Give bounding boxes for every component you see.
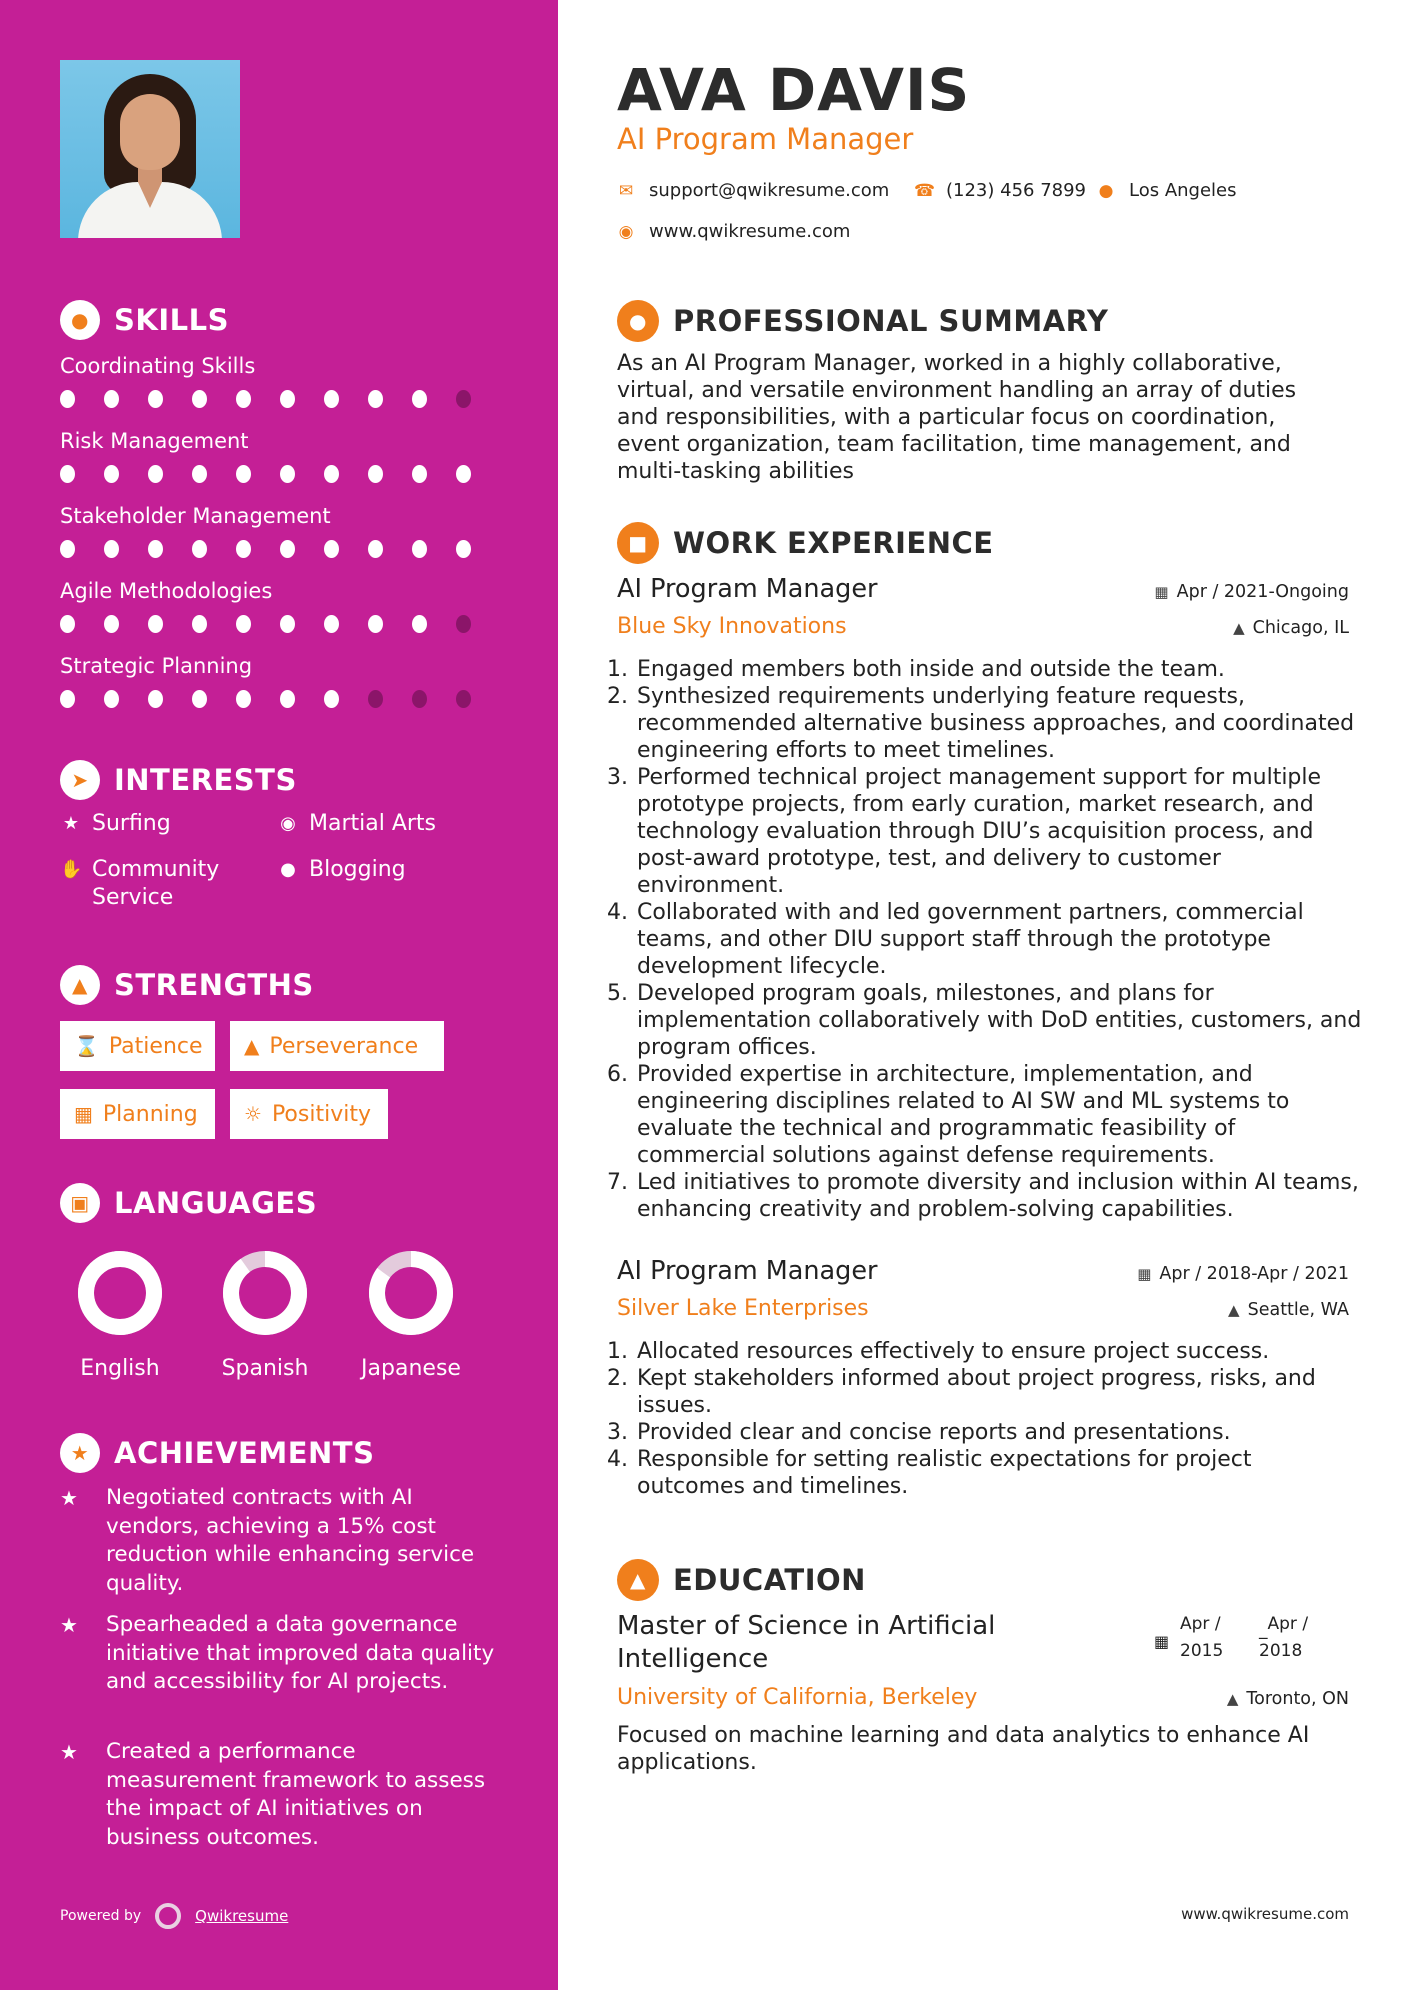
star-icon: ★ — [62, 813, 80, 834]
education-start: Apr / 2015 — [1180, 1614, 1224, 1661]
sidebar — [0, 0, 558, 1990]
duty-item: 7. Led initiatives to promote diversity and inclusion within AI teams, enhancing creativity and problem-solving capabilities. — [635, 1169, 1365, 1223]
rating-dot — [60, 540, 75, 558]
language-item — [346, 1250, 476, 1381]
duty-item: 4. Responsible for setting realistic expectations for project outcomes and timelines. — [635, 1446, 1365, 1500]
pin-icon: ▲ — [1228, 1301, 1240, 1319]
language-item — [55, 1250, 185, 1381]
skill-name: Agile Methodologies — [60, 579, 273, 603]
experience-heading: ■ WORK EXPERIENCE — [617, 522, 994, 564]
rating-dot — [104, 540, 119, 558]
duty-item: 2. Synthesized requirements underlying feature requests, recommended alternative business approaches, and coordinated engineering efforts to meet timelines. — [635, 683, 1365, 764]
phone-icon: ☎ — [914, 180, 936, 201]
interests-title: INTERESTS — [114, 763, 297, 797]
rating-dot — [192, 465, 207, 483]
rating-dot — [368, 540, 383, 558]
skill-item — [60, 500, 500, 558]
skill-name: Stakeholder Management — [60, 504, 331, 528]
job-dates: ▦ Apr / 2021-Ongoing — [1154, 582, 1349, 602]
rating-dot — [324, 540, 339, 558]
job-duties — [613, 1338, 1365, 1500]
duty-item: 5. Developed program goals, milestones, and plans for implementation collaboratively with DoD entities, customers, and program offices. — [635, 980, 1365, 1061]
job-location: ▲ Seattle, WA — [1228, 1300, 1349, 1320]
rating-dot — [324, 465, 339, 483]
skill-name: Coordinating Skills — [60, 354, 256, 378]
education-end: _Apr / 2018 — [1259, 1614, 1309, 1661]
rating-dot — [280, 690, 295, 708]
strength-tag: ▲ Perseverance — [230, 1021, 444, 1071]
job-company: Silver Lake Enterprises — [617, 1296, 869, 1321]
rating-dot — [192, 390, 207, 408]
briefcase-icon: ■ — [617, 522, 659, 564]
skill-item — [60, 350, 500, 408]
duty-item: 1. Engaged members both inside and outside the team. — [635, 656, 1365, 683]
language-item — [200, 1250, 330, 1381]
rating-dot — [60, 465, 75, 483]
rating-dot — [60, 690, 75, 708]
map-pin-icon: ● — [1098, 180, 1114, 201]
rating-dot — [236, 615, 251, 633]
achievement-item: ★ Negotiated contracts with AI vendors, achieving a 15% cost reduction while enhancing service quality. — [60, 1484, 500, 1598]
skill-rating — [60, 540, 500, 558]
rating-dot — [456, 690, 471, 708]
rating-dot — [368, 465, 383, 483]
translate-icon: ▣ — [60, 1183, 100, 1223]
shooting-star-icon: ★ — [60, 1486, 78, 1510]
contact-website[interactable]: ◉ www.qwikresume.com — [618, 221, 851, 242]
strength-tag: ▦ Planning — [60, 1089, 215, 1139]
calendar-icon: ▦ — [1154, 583, 1169, 601]
rating-dot — [456, 540, 471, 558]
rating-dot — [368, 390, 383, 408]
interest-item: ◉ Martial Arts — [277, 810, 436, 838]
duty-item: 4. Collaborated with and led government partners, commercial teams, and other DIU support staff through the prototype development lifecycle. — [635, 899, 1365, 980]
pin-icon: ▲ — [1226, 1690, 1239, 1708]
rating-dot — [456, 390, 471, 408]
achievements-title: ACHIEVEMENTS — [114, 1436, 375, 1470]
rating-dot — [280, 540, 295, 558]
candidate-role: AI Program Manager — [617, 122, 914, 156]
language-name: English — [80, 1356, 160, 1381]
languages-title: LANGUAGES — [114, 1186, 318, 1220]
job-title: AI Program Manager — [617, 1256, 878, 1286]
skill-rating — [60, 615, 500, 633]
rating-dot — [60, 390, 75, 408]
interests-heading — [60, 760, 297, 800]
degree-title: Master of Science in Artificial Intelligence — [617, 1611, 996, 1674]
rating-dot — [412, 390, 427, 408]
summary-text: As an AI Program Manager, worked in a highly collaborative, virtual, and versatile environment handling an array of duties and responsibilities, with a particular focus on coordination, event organization, team facilitation, time management, and multi-tasking abilities — [617, 351, 1297, 484]
rating-dot — [236, 690, 251, 708]
rating-dot — [148, 690, 163, 708]
rating-dot — [412, 690, 427, 708]
shooting-star-icon: ★ — [60, 1740, 78, 1764]
rating-dot — [236, 465, 251, 483]
strength-tag: ☼ Positivity — [230, 1089, 388, 1139]
strengths-heading — [60, 965, 314, 1005]
graduation-cap-icon: ▲ — [617, 1559, 659, 1601]
duty-item: 1. Allocated resources effectively to ensure project success. — [635, 1338, 1365, 1365]
duty-item: 6. Provided expertise in architecture, implementation, and engineering disciplines related to AI SW and ML systems to evaluate the technical and programmatic feasibility of commercial solutions against defense requirements. — [635, 1061, 1365, 1169]
rating-dot — [280, 390, 295, 408]
job-dates: ▦ Apr / 2018-Apr / 2021 — [1137, 1264, 1349, 1284]
qwikresume-logo-icon — [155, 1903, 181, 1929]
medal-icon: ★ — [60, 1433, 100, 1473]
skill-rating — [60, 690, 500, 708]
rating-dot — [412, 540, 427, 558]
duty-item: 3. Provided clear and concise reports and presentations. — [635, 1419, 1365, 1446]
rating-dot — [368, 690, 383, 708]
rating-dot — [192, 615, 207, 633]
rating-dot — [412, 615, 427, 633]
education-description: Focused on machine learning and data analytics to enhance AI applications. — [617, 1723, 1310, 1775]
rating-dot — [148, 390, 163, 408]
rating-dot — [192, 690, 207, 708]
paper-plane-icon: ➤ — [60, 760, 100, 800]
interest-item: ✋ Community Service — [60, 857, 220, 910]
rating-dot — [104, 390, 119, 408]
education-heading: ▲ EDUCATION — [617, 1559, 866, 1601]
rating-dot — [324, 615, 339, 633]
languages-heading — [60, 1183, 317, 1223]
rating-dot — [148, 540, 163, 558]
language-proficiency-ring — [222, 1250, 308, 1336]
achievement-item: ★ Spearheaded a data governance initiative that improved data quality and accessibility for AI projects. — [60, 1611, 500, 1697]
globe-icon: ◉ — [618, 221, 634, 242]
pin-icon: ▲ — [1233, 619, 1245, 637]
skills-heading — [60, 300, 229, 340]
rating-dot — [148, 615, 163, 633]
language-name: Japanese — [361, 1356, 461, 1381]
job-title: AI Program Manager — [617, 574, 878, 604]
calendar-icon: ▦ — [1154, 1632, 1170, 1651]
users-icon: ● — [280, 859, 296, 880]
calendar-icon: ▦ — [1137, 1265, 1152, 1283]
rating-dot — [412, 465, 427, 483]
contact-email[interactable]: ✉ support@qwikresume.com — [618, 180, 890, 201]
skill-rating — [60, 465, 500, 483]
brand-link[interactable]: Qwikresume — [195, 1907, 289, 1925]
rating-dot — [60, 615, 75, 633]
skill-rating — [60, 390, 500, 408]
job-duties — [613, 656, 1365, 1223]
language-proficiency-ring — [77, 1250, 163, 1336]
skill-name: Strategic Planning — [60, 654, 253, 678]
hourglass-icon: ⌛ — [74, 1034, 99, 1058]
rating-dot — [236, 540, 251, 558]
powered-by: Powered by Qwikresume — [60, 1903, 288, 1929]
envelope-icon: ✉ — [618, 180, 634, 201]
interest-item: ★ Surfing — [60, 810, 171, 838]
candidate-name: AVA DAVIS — [617, 56, 971, 124]
achievements-heading — [60, 1433, 374, 1473]
rating-dot — [368, 615, 383, 633]
language-name: Spanish — [221, 1356, 309, 1381]
calendar-icon: ▦ — [74, 1102, 93, 1126]
skill-item — [60, 650, 500, 708]
rating-dot — [324, 690, 339, 708]
rating-dot — [148, 465, 163, 483]
skill-item — [60, 425, 500, 483]
duty-item: 2. Kept stakeholders informed about project progress, risks, and issues. — [635, 1365, 1365, 1419]
school-name: University of California, Berkeley — [617, 1685, 978, 1710]
rating-dot — [192, 540, 207, 558]
lightbulb-icon: ● — [60, 300, 100, 340]
education-location: ▲ Toronto, ON — [1226, 1689, 1349, 1709]
ring-fill — [231, 1259, 299, 1327]
footer-website[interactable]: www.qwikresume.com — [1181, 1905, 1349, 1923]
rating-dot — [104, 690, 119, 708]
sun-icon: ☼ — [244, 1102, 262, 1126]
duty-item: 3. Performed technical project management support for multiple prototype projects, from early curation, market research, and technology evaluation through DIU’s acquisition process, and post-award prototype, test, and delivery to customer environment. — [635, 764, 1365, 899]
rating-dot — [104, 465, 119, 483]
hand-icon: ✋ — [60, 859, 83, 880]
language-proficiency-ring — [368, 1250, 454, 1336]
job-location: ▲ Chicago, IL — [1233, 618, 1349, 638]
profile-photo — [60, 60, 240, 238]
rating-dot — [280, 465, 295, 483]
strengths-title: STRENGTHS — [114, 968, 314, 1002]
ring-fill — [86, 1259, 154, 1327]
shooting-star-icon: ★ — [60, 1613, 78, 1637]
contact-phone[interactable]: ☎ (123) 456 7899 — [914, 180, 1087, 201]
interest-item: ● Blogging — [277, 856, 406, 884]
summary-heading: ● PROFESSIONAL SUMMARY — [617, 300, 1108, 342]
skill-name: Risk Management — [60, 429, 249, 453]
rating-dot — [280, 615, 295, 633]
rating-dot — [236, 390, 251, 408]
fist-icon: ▲ — [60, 965, 100, 1005]
road-icon: ▲ — [244, 1034, 260, 1058]
rating-dot — [324, 390, 339, 408]
contact-location: ● Los Angeles — [1098, 180, 1237, 201]
skill-item — [60, 575, 500, 633]
user-icon: ● — [617, 300, 659, 342]
globe-icon: ◉ — [280, 813, 296, 834]
rating-dot — [456, 615, 471, 633]
rating-dot — [104, 615, 119, 633]
rating-dot — [456, 465, 471, 483]
job-company: Blue Sky Innovations — [617, 614, 847, 639]
skills-title: SKILLS — [114, 303, 229, 337]
strength-tag: ⌛ Patience — [60, 1021, 215, 1071]
achievement-item: ★ Created a performance measurement framework to assess the impact of AI initiatives on business outcomes. — [60, 1738, 500, 1852]
